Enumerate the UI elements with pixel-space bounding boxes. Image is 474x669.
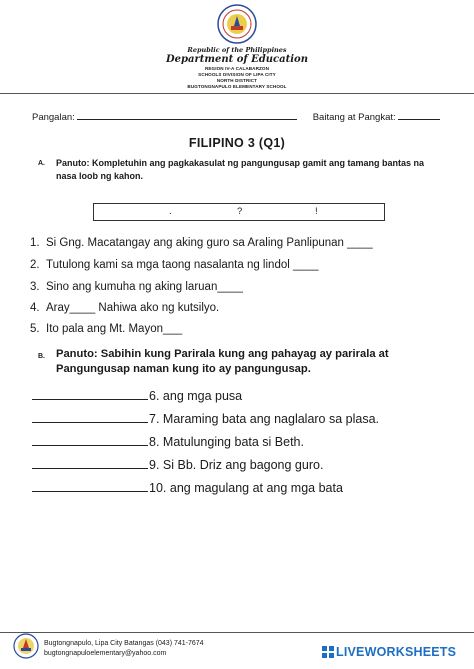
page-title: FILIPINO 3 (Q1) [188,136,286,150]
header-divider [0,93,474,94]
grade-field[interactable] [398,119,440,120]
section-a-instruction-line2: nasa loob ng kahon. [56,171,144,181]
section-a-letter: A. [38,160,45,167]
section-b-instruction-line1: Panuto: Sabihin kung Parirala kung ang pahayag ay parirala at [56,348,389,360]
list-item: 3. Sino ang kumuha ng aking laruan____ [30,281,243,293]
name-label: Pangalan: [32,112,75,123]
section-a-instruction [38,157,458,183]
school-logo-icon [13,633,39,659]
watermark-text: LIVEWORKSHEETS [336,645,457,659]
list-item: 6. ang mga pusa [32,389,242,403]
liveworksheets-logo-icon [322,646,334,658]
punctuation-choice: ? [237,206,243,217]
deped-seal-icon [217,4,257,44]
list-item: 8. Matulunging bata si Beth. [32,435,304,449]
section-b-instruction-line2: Pangungusap naman kung ito ay pangungusap. [56,363,311,375]
liveworksheets-watermark [322,645,456,659]
list-item: 7. Maraming bata ang naglalaro sa plasa. [32,412,379,426]
footer-address: Bugtongnapulo, Lipa City Batangas (043) 741-7674 [44,640,204,647]
list-item: 4. Aray____ Nahiwa ako ng kutsilyo. [30,302,220,314]
header-republic: Republic of the Philippines [187,46,287,54]
answer-blank[interactable] [32,399,148,400]
section-b-instruction [38,347,458,377]
section-b-letter: B. [38,353,45,360]
name-grade-row [32,112,452,123]
list-item: 2. Tutulong kami sa mga taong nasalanta ng lindol ____ [30,259,319,271]
list-item: 9. Si Bb. Driz ang bagong guro. [32,458,323,472]
footer-email: bugtongnapuloelementary@yahoo.com [44,650,167,657]
punctuation-box [93,203,385,221]
punctuation-choice: . [169,206,172,217]
list-item: 1. Si Gng. Macatangay ang aking guro sa Araling Panlipunan ____ [30,237,373,249]
header-district: NORTH DISTRICT [216,78,258,83]
answer-blank[interactable] [32,491,148,492]
header-school: BUGTONGNAPULO ELEMENTARY SCHOOL [187,84,287,89]
list-item: 5. Ito pala ang Mt. Mayon___ [30,323,183,335]
answer-blank[interactable] [32,468,148,469]
answer-blank[interactable] [32,445,148,446]
grade-label: Baitang at Pangkat: [312,112,396,123]
header-department: Department of Education [166,54,308,65]
name-field[interactable] [77,119,297,120]
header-division: SCHOOLS DIVISION OF LIPA CITY [198,72,276,77]
section-a-instruction-line1: Panuto: Kompletuhin ang pagkakasulat ng pangungusap gamit ang tamang bantas na [56,158,425,168]
answer-blank[interactable] [32,422,148,423]
footer-divider [0,632,474,633]
list-item: 10. ang magulang at ang mga bata [32,481,343,495]
punctuation-choice: ! [315,206,318,217]
header-region: REGION IV-A CALABARZON [204,66,270,71]
